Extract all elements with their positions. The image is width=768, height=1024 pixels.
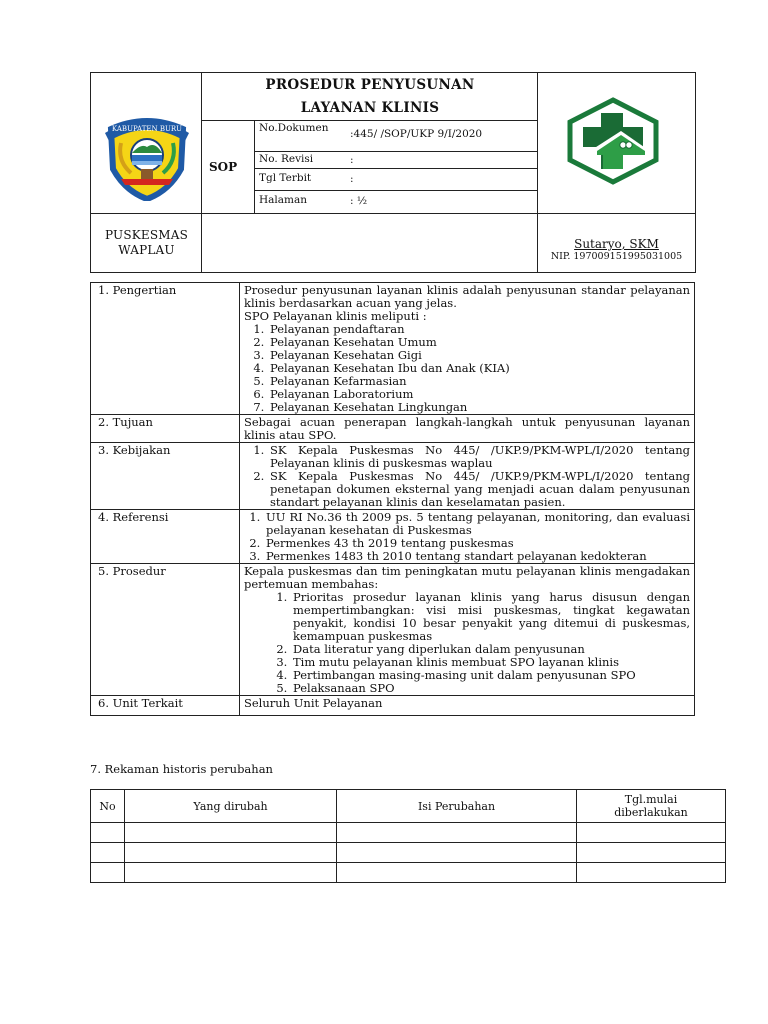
meta-value-halaman: : ½: [350, 195, 368, 207]
pengertian-intro: Prosedur penyusunan layanan klinis adalah penyusunan standar pelayanan klinis berdasarkan acuan yang jelas.: [244, 283, 690, 310]
section-label: 4. Referensi: [91, 510, 240, 564]
table-cell[interactable]: [125, 843, 337, 863]
table-cell[interactable]: [125, 823, 337, 843]
list-item: 4. Pelayanan Kesehatan Ibu dan Anak (KIA): [268, 362, 690, 375]
table-cell[interactable]: [125, 863, 337, 883]
section-label: 3. Kebijakan: [91, 443, 240, 510]
history-table: [90, 789, 726, 883]
history-section-title: 7. Rekaman historis perubahan: [90, 762, 273, 776]
list-item: 1. UU RI No.36 th 2009 ps. 5 tentang pelayanan, monitoring, dan evaluasi pelayanan kesehatan di Puskesmas: [264, 511, 690, 537]
list-item: 5. Pelaksanaan SPO: [291, 682, 690, 695]
sop-header-table: [90, 72, 696, 273]
meta-key-no-revisi: No. Revisi: [259, 153, 314, 165]
table-row: [91, 823, 726, 843]
section-label: 1. Pengertian: [91, 283, 240, 415]
meta-value-tgl-terbit: :: [350, 173, 354, 185]
section-row-referensi: [91, 510, 695, 564]
meta-key-halaman: Halaman: [259, 194, 308, 206]
list-item: 2. Permenkes 43 th 2019 tentang puskesmas: [264, 537, 690, 550]
svg-text:KABUPATEN BURU: KABUPATEN BURU: [111, 125, 183, 133]
section-row-pengertian: [91, 283, 695, 415]
puskesmas-cross-house-logo-icon: [565, 97, 661, 185]
sop-content-table: [90, 282, 695, 716]
table-row: [91, 843, 726, 863]
meta-value-no-dokumen: :445/ /SOP/UKP 9/I/2020: [350, 128, 483, 140]
section-label: 2. Tujuan: [91, 415, 240, 443]
list-item: 7. Pelayanan Kesehatan Lingkungan: [268, 401, 690, 414]
table-cell[interactable]: [91, 863, 125, 883]
document-title-line2: LAYANAN KLINIS: [300, 100, 440, 116]
column-header-isi-perubahan: Isi Perubahan: [337, 790, 577, 823]
list-item: 5. Pelayanan Kefarmasian: [268, 375, 690, 388]
table-cell[interactable]: [91, 823, 125, 843]
section-row-kebijakan: [91, 443, 695, 510]
table-cell[interactable]: [577, 823, 726, 843]
list-item: 3. Pelayanan Kesehatan Gigi: [268, 349, 690, 362]
document-title-line1: PROSEDUR PENYUSUNAN: [265, 77, 475, 93]
table-cell[interactable]: [337, 863, 577, 883]
section-row-unit-terkait: [91, 696, 695, 716]
column-header-tgl-mulai: Tgl.mulai diberlakukan: [577, 790, 726, 823]
org-name-line2: WAPLAU: [118, 243, 175, 257]
table-cell[interactable]: [577, 843, 726, 863]
list-item: 2. Data literatur yang diperlukan dalam penyusunan: [291, 643, 690, 656]
meta-value-no-revisi: :: [350, 154, 354, 166]
org-name-line1: PUSKESMAS: [104, 228, 189, 242]
table-cell[interactable]: [91, 843, 125, 863]
list-item: 2. SK Kepala Puskesmas No 445/ /UKP.9/PKM-WPL/I/2020 tentang penetapan dokumen eksternal yang menjadi acuan dalam penyusunan standart pelayanan klinis dan keselamatan pasien.: [268, 470, 690, 509]
table-cell[interactable]: [337, 843, 577, 863]
signer-name: Sutaryo, SKM: [574, 237, 659, 251]
signer-nip: NIP. 197009151995031005: [550, 251, 683, 262]
list-item: 4. Pertimbangan masing-masing unit dalam penyusunan SPO: [291, 669, 690, 682]
section-row-prosedur: [91, 564, 695, 696]
list-item: 1. SK Kepala Puskesmas No 445/ /UKP.9/PKM-WPL/I/2020 tentang Pelayanan klinis di puskesmas waplau: [268, 444, 690, 470]
history-header-row: [91, 790, 726, 823]
section-label: 6. Unit Terkait: [91, 696, 240, 716]
list-item: 3. Permenkes 1483 th 2010 tentang standart pelayanan kedokteran: [264, 550, 690, 563]
section-row-tujuan: [91, 415, 695, 443]
pengertian-list-title: SPO Pelayanan klinis meliputi :: [244, 309, 427, 323]
section-label: 5. Prosedur: [91, 564, 240, 696]
list-item: 1. Pelayanan pendaftaran: [268, 323, 690, 336]
meta-key-no-dokumen: No.Dokumen: [259, 122, 329, 134]
list-item: 2. Pelayanan Kesehatan Umum: [268, 336, 690, 349]
list-item: 6. Pelayanan Laboratorium: [268, 388, 690, 401]
table-cell[interactable]: [577, 863, 726, 883]
table-cell[interactable]: [337, 823, 577, 843]
prosedur-intro: Kepala puskesmas dan tim peningkatan mutu pelayanan klinis mengadakan pertemuan membahas:: [244, 564, 690, 591]
table-row: [91, 863, 726, 883]
sop-label: SOP: [209, 160, 238, 174]
meta-key-tgl-terbit: Tgl Terbit: [259, 172, 312, 184]
list-item: 3. Tim mutu pelayanan klinis membuat SPO layanan klinis: [291, 656, 690, 669]
kabupaten-buru-emblem-icon: [99, 107, 195, 201]
list-item: 1. Prioritas prosedur layanan klinis yang harus disusun dengan mempertimbangkan: visi misi puskesmas, tingkat kegawatan penyakit, kondisi 10 besar penyakit yang ditemui di puskesmas, kemampuan puskesmas: [291, 591, 690, 643]
column-header-yang-dirubah: Yang dirubah: [125, 790, 337, 823]
tujuan-text: Sebagai acuan penerapan langkah-langkah untuk penyusunan layanan klinis atau SPO.: [240, 415, 695, 443]
column-header-no: No: [91, 790, 125, 823]
unit-terkait-text: Seluruh Unit Pelayanan: [240, 696, 695, 716]
